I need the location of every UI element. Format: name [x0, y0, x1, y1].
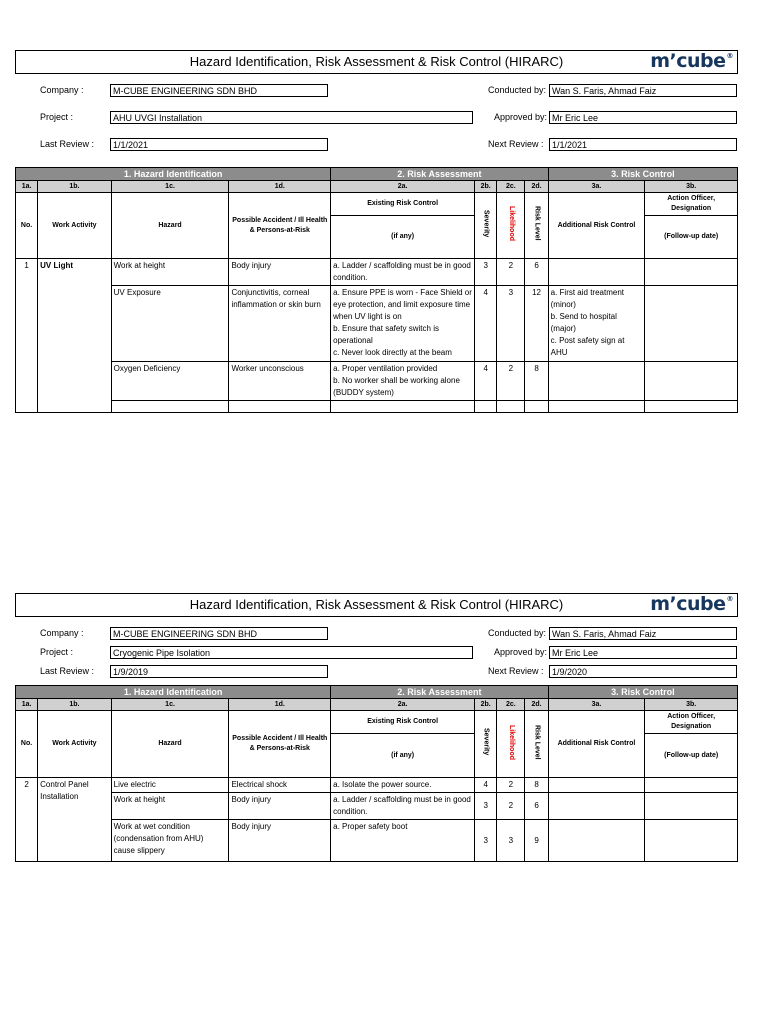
conducted-by-label: Conducted by:: [488, 628, 547, 638]
existing-control-cell: a. Ladder / scaffolding must be in good condition.: [331, 793, 475, 820]
company-label: Company :: [40, 628, 84, 638]
risk-level-cell: 8: [525, 778, 548, 793]
hazard-cell: Work at wet condition (condensation from AHU) cause slippery: [111, 820, 229, 862]
last-review-field[interactable]: 1/9/2019: [110, 665, 328, 678]
approved-by-label: Approved by:: [494, 647, 548, 657]
hazard-cell: Work at height: [111, 259, 229, 286]
col-code: 1b.: [38, 699, 112, 711]
company-field[interactable]: M-CUBE ENGINEERING SDN BHD: [110, 84, 328, 97]
title-bar: [15, 593, 738, 617]
action-officer-cell: [645, 820, 738, 862]
header-if-any: (if any): [331, 734, 475, 778]
project-field[interactable]: AHU UVGI Installation: [110, 111, 473, 124]
header-follow-up: (Follow-up date): [645, 216, 738, 259]
header-follow-up: (Follow-up date): [645, 734, 738, 778]
header-row: [16, 193, 738, 216]
header-hazard: Hazard: [111, 193, 229, 259]
risk-level-label: Risk Level: [533, 724, 541, 760]
hazard-cell: Work at height: [111, 793, 229, 820]
col-code: 3a.: [548, 699, 645, 711]
col-code: 1c.: [111, 699, 229, 711]
logo-text: m’cube: [650, 593, 726, 615]
severity-cell: 4: [475, 778, 497, 793]
risk-level-label: Risk Level: [533, 206, 541, 241]
header-possible-accident: Possible Accident / Ill Health & Persons-at-Risk: [229, 711, 331, 778]
section-header-row: [16, 686, 738, 699]
col-code: 3b.: [645, 181, 738, 193]
table-row: [16, 259, 738, 286]
table-row: [16, 820, 738, 862]
empty-cell: [645, 401, 738, 413]
header-existing-control: Existing Risk Control: [331, 711, 475, 734]
severity-label: Severity: [482, 209, 490, 238]
risk-level-cell: 8: [525, 362, 548, 401]
row-number: 1: [16, 259, 38, 413]
section-risk-assessment: 2. Risk Assessment: [331, 168, 548, 181]
existing-control-cell: a. Isolate the power source.: [331, 778, 475, 793]
header-action-officer: Action Officer, Designation: [645, 193, 738, 216]
risk-level-cell: 9: [525, 820, 548, 862]
next-review-field[interactable]: 1/9/2020: [549, 665, 737, 678]
severity-cell: 3: [475, 793, 497, 820]
col-code: 1a.: [16, 699, 38, 711]
header-if-any: (if any): [331, 216, 475, 259]
hirarc-table: [15, 685, 738, 862]
hazard-cell: Oxygen Deficiency: [111, 362, 229, 401]
action-officer-cell: [645, 259, 738, 286]
likelihood-cell: 2: [497, 793, 525, 820]
existing-control-cell: a. Proper safety boot: [331, 820, 475, 862]
company-label: Company :: [40, 85, 84, 95]
likelihood-label: Likelihood: [507, 724, 515, 760]
form-title: Hazard Identification, Risk Assessment & Risk Control (HIRARC): [189, 597, 564, 612]
additional-control-cell: [548, 778, 645, 793]
col-code: 2a.: [331, 181, 475, 193]
risk-level-cell: 6: [525, 259, 548, 286]
header-likelihood: [497, 193, 525, 259]
accident-cell: Body injury: [229, 793, 331, 820]
approved-by-label: Approved by:: [494, 112, 548, 122]
col-code: 1a.: [16, 181, 38, 193]
col-code: 3b.: [645, 699, 738, 711]
project-label: Project :: [40, 647, 74, 657]
accident-cell: Body injury: [229, 820, 331, 862]
hazard-cell: UV Exposure: [111, 286, 229, 362]
col-code: 1b.: [38, 181, 112, 193]
section-header-row: [16, 168, 738, 181]
col-code: 1c.: [111, 181, 229, 193]
col-code: 2c.: [497, 699, 525, 711]
accident-cell: Body injury: [229, 259, 331, 286]
registered-mark: ®: [726, 52, 733, 60]
header-no: No.: [16, 711, 38, 778]
last-review-label: Last Review :: [40, 666, 95, 676]
work-activity-cell: Control Panel Installation: [38, 778, 112, 862]
project-label: Project :: [40, 112, 74, 122]
col-code: 2b.: [475, 181, 497, 193]
title-bar: [15, 50, 738, 74]
header-additional-control: Additional Risk Control: [548, 193, 645, 259]
mcube-logo: [650, 50, 733, 72]
existing-control-cell: a. Ensure PPE is worn - Face Shield or eye protection, and limit exposure time when UV light is on b. Ensure that safety switch is operational c. Never look directly at the beam: [331, 286, 475, 362]
last-review-field[interactable]: 1/1/2021: [110, 138, 328, 151]
header-no: No.: [16, 193, 38, 259]
section-hazard-identification: 1. Hazard Identification: [16, 686, 331, 699]
severity-cell: 3: [475, 820, 497, 862]
col-code: 2c.: [497, 181, 525, 193]
col-code: 2d.: [525, 699, 548, 711]
empty-cell: [111, 401, 229, 413]
work-activity-cell: UV Light: [38, 259, 112, 413]
severity-cell: 3: [475, 259, 497, 286]
approved-by-field[interactable]: Mr Eric Lee: [549, 646, 737, 659]
col-code: 3a.: [548, 181, 645, 193]
next-review-label: Next Review :: [488, 139, 544, 149]
header-work-activity: Work Activity: [38, 193, 112, 259]
section-risk-assessment: 2. Risk Assessment: [331, 686, 548, 699]
action-officer-cell: [645, 286, 738, 362]
conducted-by-field[interactable]: Wan S. Faris, Ahmad Faiz: [549, 627, 737, 640]
section-risk-control: 3. Risk Control: [548, 168, 737, 181]
empty-cell: [497, 401, 525, 413]
header-possible-accident: Possible Accident / Ill Health & Persons-at-Risk: [229, 193, 331, 259]
risk-level-cell: 6: [525, 793, 548, 820]
hirarc-table: [15, 167, 738, 413]
col-code: 1d.: [229, 699, 331, 711]
header-additional-control: Additional Risk Control: [548, 711, 645, 778]
empty-cell: [525, 401, 548, 413]
table-row: [16, 362, 738, 401]
additional-control-cell: a. First aid treatment (minor) b. Send to hospital (major) c. Post safety sign at AHU: [548, 286, 645, 362]
empty-cell: [229, 401, 331, 413]
severity-cell: 4: [475, 286, 497, 362]
header-work-activity: Work Activity: [38, 711, 112, 778]
severity-label: Severity: [482, 728, 490, 756]
row-number: 2: [16, 778, 38, 862]
table-row: [16, 286, 738, 362]
existing-control-cell: a. Ladder / scaffolding must be in good condition.: [331, 259, 475, 286]
header-hazard: Hazard: [111, 711, 229, 778]
risk-level-cell: 12: [525, 286, 548, 362]
last-review-label: Last Review :: [40, 139, 95, 149]
additional-control-cell: [548, 820, 645, 862]
logo-text: m’cube: [650, 50, 726, 72]
header-severity: [475, 711, 497, 778]
form-title: Hazard Identification, Risk Assessment & Risk Control (HIRARC): [189, 54, 564, 69]
empty-cell: [548, 401, 645, 413]
header-action-officer: Action Officer, Designation: [645, 711, 738, 734]
likelihood-cell: 2: [497, 259, 525, 286]
action-officer-cell: [645, 778, 738, 793]
action-officer-cell: [645, 362, 738, 401]
table-row: [16, 793, 738, 820]
action-officer-cell: [645, 793, 738, 820]
mcube-logo: [650, 593, 733, 615]
column-code-row: [16, 181, 738, 193]
table-row-empty: [16, 401, 738, 413]
header-row: [16, 711, 738, 734]
accident-cell: Electrical shock: [229, 778, 331, 793]
likelihood-cell: 2: [497, 778, 525, 793]
likelihood-cell: 2: [497, 362, 525, 401]
header-risk-level: [525, 193, 548, 259]
col-code: 2d.: [525, 181, 548, 193]
additional-control-cell: [548, 259, 645, 286]
next-review-label: Next Review :: [488, 666, 544, 676]
conducted-by-field[interactable]: Wan S. Faris, Ahmad Faiz: [549, 84, 737, 97]
header-existing-control: Existing Risk Control: [331, 193, 475, 216]
next-review-field[interactable]: 1/1/2021: [549, 138, 737, 151]
col-code: 2b.: [475, 699, 497, 711]
empty-cell: [475, 401, 497, 413]
project-field[interactable]: Cryogenic Pipe Isolation: [110, 646, 473, 659]
table-row: [16, 778, 738, 793]
existing-control-cell: a. Proper ventilation provided b. No worker shall be working alone (BUDDY system): [331, 362, 475, 401]
section-risk-control: 3. Risk Control: [548, 686, 737, 699]
section-hazard-identification: 1. Hazard Identification: [16, 168, 331, 181]
additional-control-cell: [548, 362, 645, 401]
hazard-cell: Live electric: [111, 778, 229, 793]
likelihood-cell: 3: [497, 286, 525, 362]
company-field[interactable]: M-CUBE ENGINEERING SDN BHD: [110, 627, 328, 640]
additional-control-cell: [548, 793, 645, 820]
col-code: 1d.: [229, 181, 331, 193]
column-code-row: [16, 699, 738, 711]
empty-cell: [331, 401, 475, 413]
approved-by-field[interactable]: Mr Eric Lee: [549, 111, 737, 124]
header-likelihood: [497, 711, 525, 778]
accident-cell: Conjunctivitis, corneal inflammation or skin burn: [229, 286, 331, 362]
header-severity: [475, 193, 497, 259]
severity-cell: 4: [475, 362, 497, 401]
accident-cell: Worker unconscious: [229, 362, 331, 401]
conducted-by-label: Conducted by:: [488, 85, 547, 95]
registered-mark: ®: [726, 595, 733, 603]
col-code: 2a.: [331, 699, 475, 711]
likelihood-cell: 3: [497, 820, 525, 862]
header-risk-level: [525, 711, 548, 778]
likelihood-label: Likelihood: [507, 206, 515, 241]
